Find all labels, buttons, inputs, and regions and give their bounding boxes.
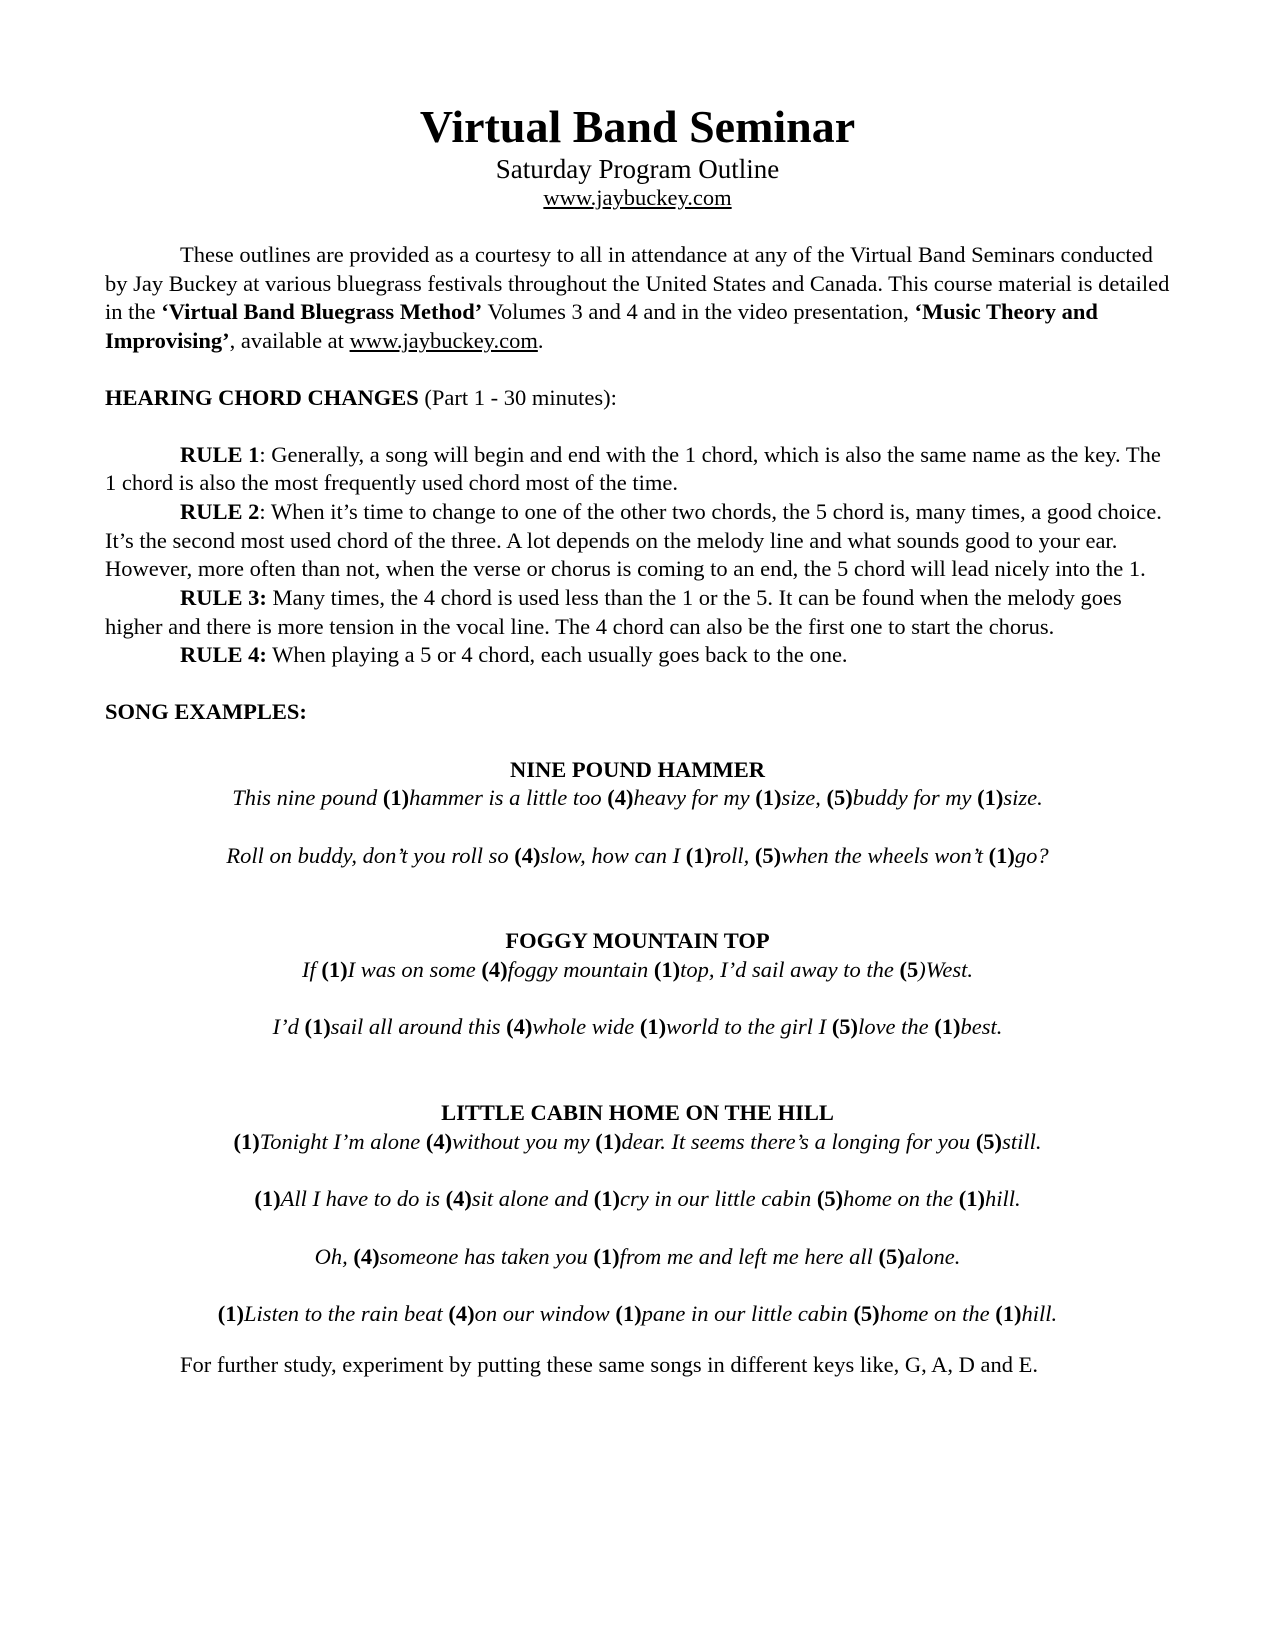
chord-marker: (1) [615, 1301, 642, 1326]
rule-label: RULE 3: [180, 585, 267, 611]
method-title: ‘Virtual Band Bluegrass Method’ [161, 299, 483, 325]
rule-text: When playing a 5 or 4 chord, each usually goes back to the one. [266, 642, 848, 668]
lyric-text: )West. [918, 957, 974, 983]
page-subtitle: Saturday Program Outline [495, 154, 780, 184]
lyric-text: I’d [272, 1014, 305, 1040]
section-heading [105, 384, 1170, 413]
lyric-text: whole wide [532, 1014, 640, 1040]
chord-marker: (4) [506, 1014, 533, 1040]
lyric-text: top, I’d sail away to the [680, 957, 900, 983]
chord-marker: (4) [425, 1128, 453, 1154]
rule-label: RULE 1 [180, 441, 260, 467]
chord-marker: (5 [899, 957, 919, 983]
video-title: ‘Music Theory and Improvising’ [105, 299, 1098, 354]
closing-note: For further study, experiment by putting these same songs in different keys like, G, A, D and E. [180, 1351, 1038, 1377]
chord-marker: (1) [685, 842, 712, 868]
chord-marker: (5) [853, 1301, 880, 1326]
lyric-line [105, 842, 1170, 871]
rules-list [105, 441, 1170, 671]
lyric-text: size. [1003, 785, 1043, 811]
section-heading-title: HEARING CHORD CHANGES [105, 384, 419, 410]
chord-marker: (5) [816, 1186, 844, 1212]
spacer [105, 727, 1170, 756]
song-nine-pound-hammer [105, 756, 1170, 871]
chord-marker: (1) [595, 1128, 622, 1154]
chord-marker: (1) [217, 1301, 245, 1326]
lyric-text: go? [1014, 842, 1049, 868]
chord-marker: (1) [593, 1243, 620, 1269]
chord-marker: (4) [448, 1301, 475, 1326]
lyric-text: All I have to do is [280, 1186, 446, 1212]
song-title: NINE POUND HAMMER [510, 756, 765, 782]
chord-marker: (1) [233, 1128, 260, 1154]
chord-marker: (1) [958, 1186, 985, 1212]
lyric-text: If [301, 957, 322, 983]
chord-marker: (4) [607, 785, 634, 811]
lyric-text: home on the [879, 1301, 996, 1326]
lyric-text: when the wheels won’t [781, 842, 989, 868]
chord-marker: (4) [481, 957, 508, 983]
rule-3 [105, 584, 1170, 641]
document-page [105, 100, 1170, 1379]
lyric-text: Listen to the rain beat [244, 1301, 449, 1326]
lyric-line [105, 784, 1170, 813]
rule-text: Many times, the 4 chord is used less than the 1 or the 5. It can be found when the melody goes higher and there is more tension in the vocal line. The 4 chord can also be the first one to start the chorus. [105, 585, 1122, 639]
song-little-cabin-home [105, 1099, 1170, 1329]
lyric-text: alone. [904, 1243, 961, 1269]
lyric-text: still. [1002, 1128, 1042, 1154]
lyric-text: foggy mountain [507, 957, 654, 983]
chord-marker: (1) [988, 842, 1015, 868]
page-title: Virtual Band Seminar [419, 101, 856, 152]
lyric-text: slow, how can I [540, 842, 686, 868]
lyric-text: roll, [711, 842, 755, 868]
chord-marker: (5) [878, 1243, 905, 1269]
lyric-text: best. [960, 1014, 1003, 1040]
lyric-text: Tonight I’m alone [259, 1128, 426, 1154]
lyric-line [105, 1128, 1170, 1157]
rule-1 [105, 441, 1170, 498]
lyric-line [105, 1013, 1170, 1042]
chord-marker: (4) [445, 1186, 472, 1212]
section-heading-detail: (Part 1 - 30 minutes): [418, 384, 617, 410]
lyric-text: on our window [474, 1301, 616, 1326]
rule-text: : Generally, a song will begin and end with the 1 chord, which is also the same name as the key. The 1 chord is also the most frequently used chord most of the time. [105, 441, 1161, 496]
chord-marker: (1) [593, 1186, 620, 1212]
lyric-text: cry in our little cabin [620, 1186, 817, 1212]
lyric-text: from me and left me here all [619, 1243, 879, 1269]
intro-paragraph [105, 241, 1170, 356]
rule-4 [105, 641, 1170, 670]
lyric-line [105, 1185, 1170, 1214]
lyric-text: hammer is a little too [409, 785, 608, 811]
chord-marker: (5) [831, 1014, 859, 1040]
chord-marker: (1) [639, 1014, 667, 1040]
rule-text: : When it’s time to change to one of the other two chords, the 5 chord is, many times, a good choice. It’s the second most used chord of the three. A lot depends on the melody line and what sounds good to your ear. However, more often than not, when the verse or chorus is coming to an end, the 5 chord will lead nicely into the 1. [105, 498, 1162, 582]
lyric-text: hill. [984, 1186, 1021, 1212]
lyric-text: pane in our little cabin [641, 1301, 854, 1326]
chord-marker: (5) [826, 785, 853, 811]
lyric-text: sit alone and [471, 1186, 594, 1212]
lyric-text: size, [781, 785, 827, 811]
intro-text-3: , available at [229, 328, 350, 354]
lyric-text: sail all around this [330, 1014, 507, 1040]
rule-label: RULE 4: [180, 642, 267, 668]
lyric-text: without you my [452, 1128, 596, 1154]
intro-text-1: These outlines are provided as a courtesy to all in attendance at any of the Virtual Band Seminars conducted by Jay Buckey at various bluegrass festivals throughout the United States and Canada. This course material is detailed in the [105, 242, 1170, 325]
rule-2 [105, 498, 1170, 584]
lyric-text: love the [858, 1014, 935, 1040]
chord-marker: (5) [754, 842, 782, 868]
chord-marker: (5) [975, 1128, 1003, 1154]
song-foggy-mountain-top [105, 927, 1170, 1042]
chord-marker: (1) [254, 1186, 281, 1212]
lyric-text: hill. [1021, 1301, 1058, 1326]
rule-label: RULE 2 [180, 498, 260, 524]
lyric-text: home on the [843, 1186, 959, 1212]
chord-marker: (1) [321, 957, 348, 983]
lyric-text: heavy for my [633, 785, 756, 811]
song-examples-heading: SONG EXAMPLES: [105, 699, 307, 725]
chord-marker: (1) [382, 785, 410, 811]
chord-marker: (1) [755, 785, 782, 811]
chord-marker: (1) [995, 1301, 1022, 1326]
lyric-text: someone has taken you [379, 1243, 594, 1269]
chord-marker: (1) [304, 1014, 331, 1040]
intro-text-2: Volumes 3 and 4 and in the video presentation, [482, 299, 915, 325]
intro-text-4: . [537, 328, 544, 354]
song-title: FOGGY MOUNTAIN TOP [505, 928, 770, 954]
song-title: LITTLE CABIN HOME ON THE HILL [441, 1100, 834, 1126]
lyric-text: dear. It seems there’s a longing for you [621, 1128, 976, 1154]
lyric-line [105, 1243, 1170, 1272]
chord-marker: (4) [353, 1243, 380, 1269]
chord-marker: (4) [514, 842, 541, 868]
chord-marker: (1) [934, 1014, 961, 1040]
chord-marker: (1) [977, 785, 1004, 811]
intro-website-link[interactable]: www.jaybuckey.com [349, 328, 538, 354]
lyric-text: This nine pound [232, 785, 383, 811]
lyric-text: buddy for my [852, 785, 978, 811]
chord-marker: (1) [653, 957, 681, 983]
lyric-text: Roll on buddy, don’t you roll so [226, 842, 515, 868]
lyric-text: world to the girl I [666, 1014, 832, 1040]
lyric-text: Oh, [314, 1243, 354, 1269]
lyric-text: I was on some [347, 957, 482, 983]
website-link[interactable]: www.jaybuckey.com [543, 185, 732, 210]
lyric-line [105, 956, 1170, 985]
lyric-line [105, 1300, 1170, 1329]
